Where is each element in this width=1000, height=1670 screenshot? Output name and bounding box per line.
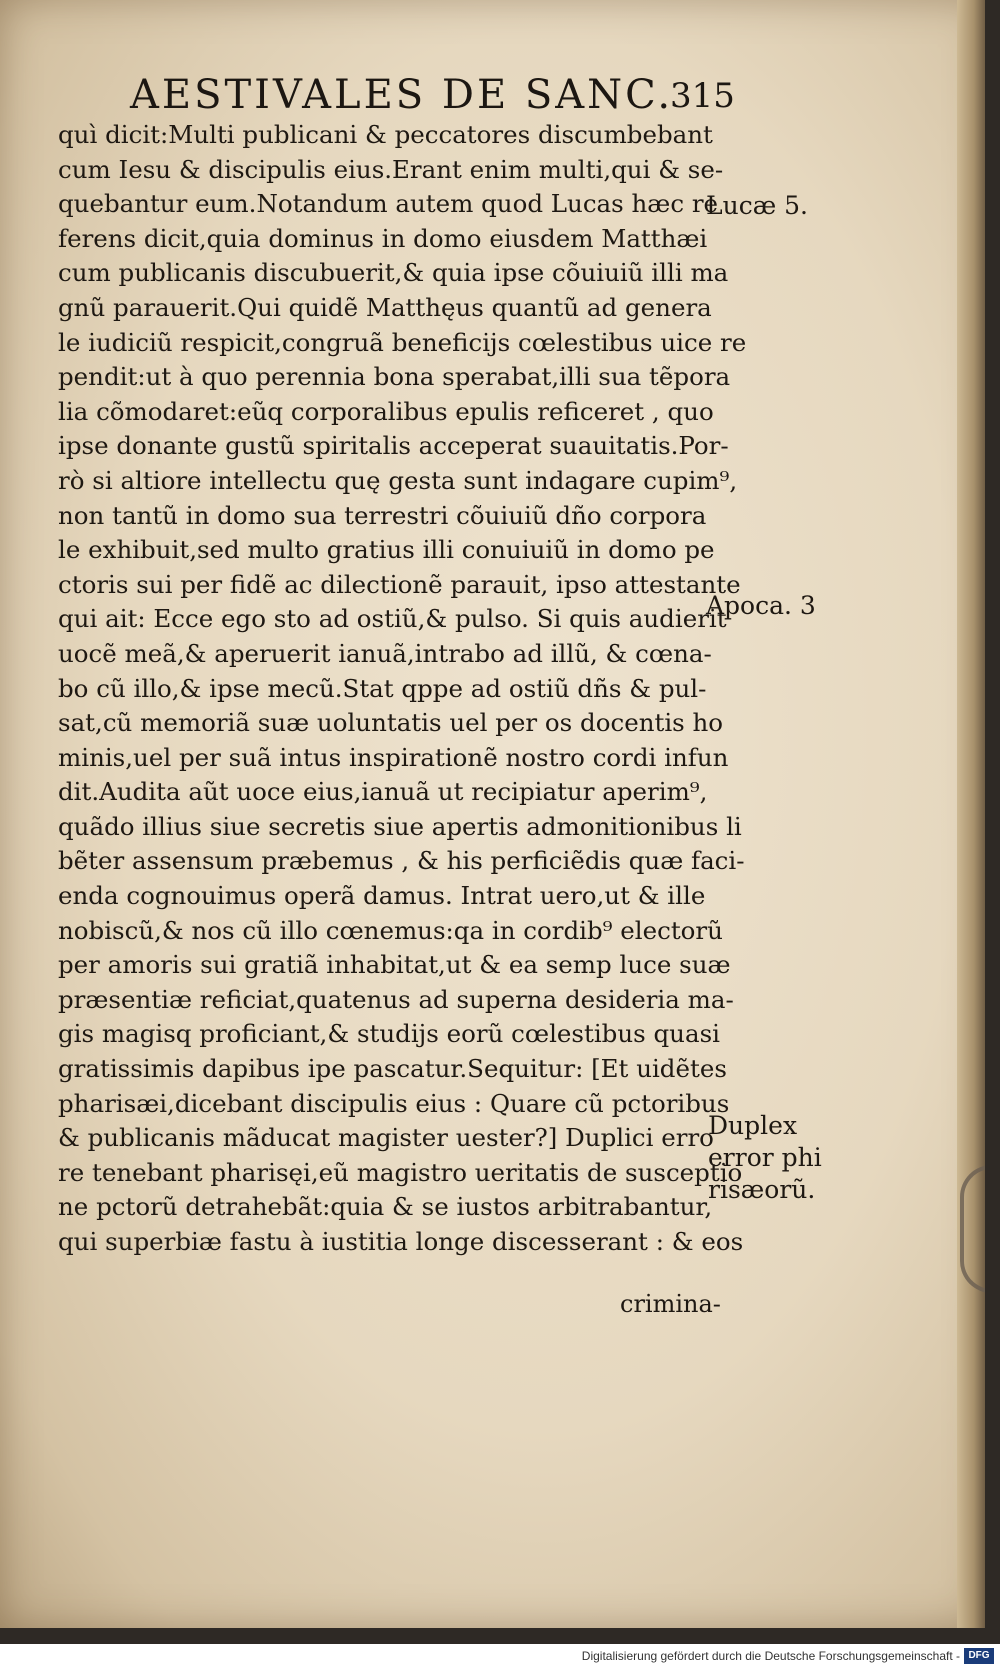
text-line: quãdo illius siue secretis siue apertis admonitionibus li — [58, 811, 742, 841]
text-line: re tenebant pharisęi,eũ magistro ueritatis de susceptio — [58, 1157, 743, 1187]
margin-note-apoca: Apoca. 3 — [706, 591, 816, 620]
text-line: ferens dicit,quia dominus in domo eiusdem Matthæi — [58, 223, 708, 253]
text-line: quì dicit:Multi publicani & peccatores discumbebant — [58, 120, 713, 149]
text-line: pendit:ut à quo perennia bona sperabat,illi sua tẽpora — [58, 362, 731, 392]
text-line: lia cõmodaret:eũq corporalibus epulis reficeret , quo — [58, 396, 714, 426]
clip-mark — [960, 1165, 985, 1293]
text-line: ne pctorũ detrahebãt:quia & se iustos arbitrabantur, — [58, 1192, 713, 1222]
margin-note-duplex: Duplex — [708, 1111, 798, 1140]
catchword: crimina- — [620, 1290, 721, 1318]
text-line: dit.Audita aũt uoce eius,ianuã ut recipiatur aperim⁹, — [58, 777, 708, 807]
running-head: AESTIVALES DE SANC. — [130, 72, 674, 118]
text-line: rò si altiore intellectu quę gesta sunt indagare cupim⁹, — [58, 465, 738, 495]
text-line: nobiscũ,& nos cũ illo cœnemus:qa in cordib⁹ electorũ — [58, 915, 723, 945]
text-line: per amoris sui gratiã inhabitat,ut & ea semp luce suæ — [58, 950, 731, 980]
text-line: quebantur eum.Notandum autem quod Lucas hæc re — [58, 189, 719, 219]
text-line: & publicanis mãducat magister uester?] Duplici erro — [58, 1123, 714, 1153]
text-line: minis,uel per suã intus inspirationẽ nostro cordi infun — [58, 742, 729, 772]
dfg-logo: DFG — [964, 1648, 994, 1664]
text-line: enda cognouimus operã damus. Intrat uero,ut & ille — [58, 881, 706, 911]
text-line: sat,cũ memoriã suæ uoluntatis uel per os docentis ho — [58, 708, 724, 738]
margin-note-lucae: Lucæ 5. — [706, 191, 809, 220]
text-line: ipse donante gustũ spiritalis acceperat suauitatis.Por- — [58, 431, 729, 461]
text-line: le iudiciũ respicit,congruã beneficijs cœlestibus uice re — [58, 327, 747, 357]
text-line: cum publicanis discubuerit,& quia ipse cõuiuiũ illi ma — [58, 258, 729, 288]
margin-note-pharisaeorum: risæorũ. — [708, 1175, 816, 1204]
text-line: gnũ parauerit.Qui quidẽ Matthęus quantũ ad genera — [58, 292, 712, 322]
page-edge — [957, 0, 985, 1628]
body-text — [58, 118, 748, 1260]
margin-note-error: error phi — [708, 1143, 822, 1172]
text-line: cum Iesu & discipulis eius.Erant enim multi,qui & se- — [58, 154, 724, 184]
text-line: qui superbiæ fastu à iustitia longe discesserant : & eos — [58, 1227, 744, 1256]
text-line: bo cũ illo,& ipse mecũ.Stat qppe ad ostiũ dñs & pul- — [58, 673, 707, 703]
text-line: uocẽ meã,& aperuerit ianuã,intrabo ad illũ, & cœna- — [58, 638, 712, 668]
text-line: præsentiæ reficiat,quatenus ad superna desideria ma- — [58, 984, 734, 1014]
text-line: gratissimis dapibus ipe pascatur.Sequitur: [Et uidẽtes — [58, 1054, 727, 1084]
text-line: ctoris sui per fidẽ ac dilectionẽ parauit, ipso attestante — [58, 569, 741, 599]
text-line: pharisæi,dicebant discipulis eius : Quare cũ pctoribus — [58, 1088, 730, 1118]
text-line: le exhibuit,sed multo gratius illi conuiuiũ in domo pe — [58, 535, 715, 565]
text-line: bẽter assensum præbemus , & his perficiẽdis quæ faci- — [58, 846, 745, 876]
funding-text: Digitalisierung gefördert durch die Deutsche Forschungsgemeinschaft - — [581, 1649, 960, 1663]
text-line: non tantũ in domo sua terrestri cõuiuiũ dño corpora — [58, 500, 707, 530]
page-number: 315 — [670, 76, 735, 116]
text-line: qui ait: Ecce ego sto ad ostiũ,& pulso. Si quis audierit — [58, 604, 727, 634]
funding-footer — [0, 1644, 1000, 1670]
text-line: gis magisq proficiant,& studijs eorũ cœlestibus quasi — [58, 1019, 720, 1049]
